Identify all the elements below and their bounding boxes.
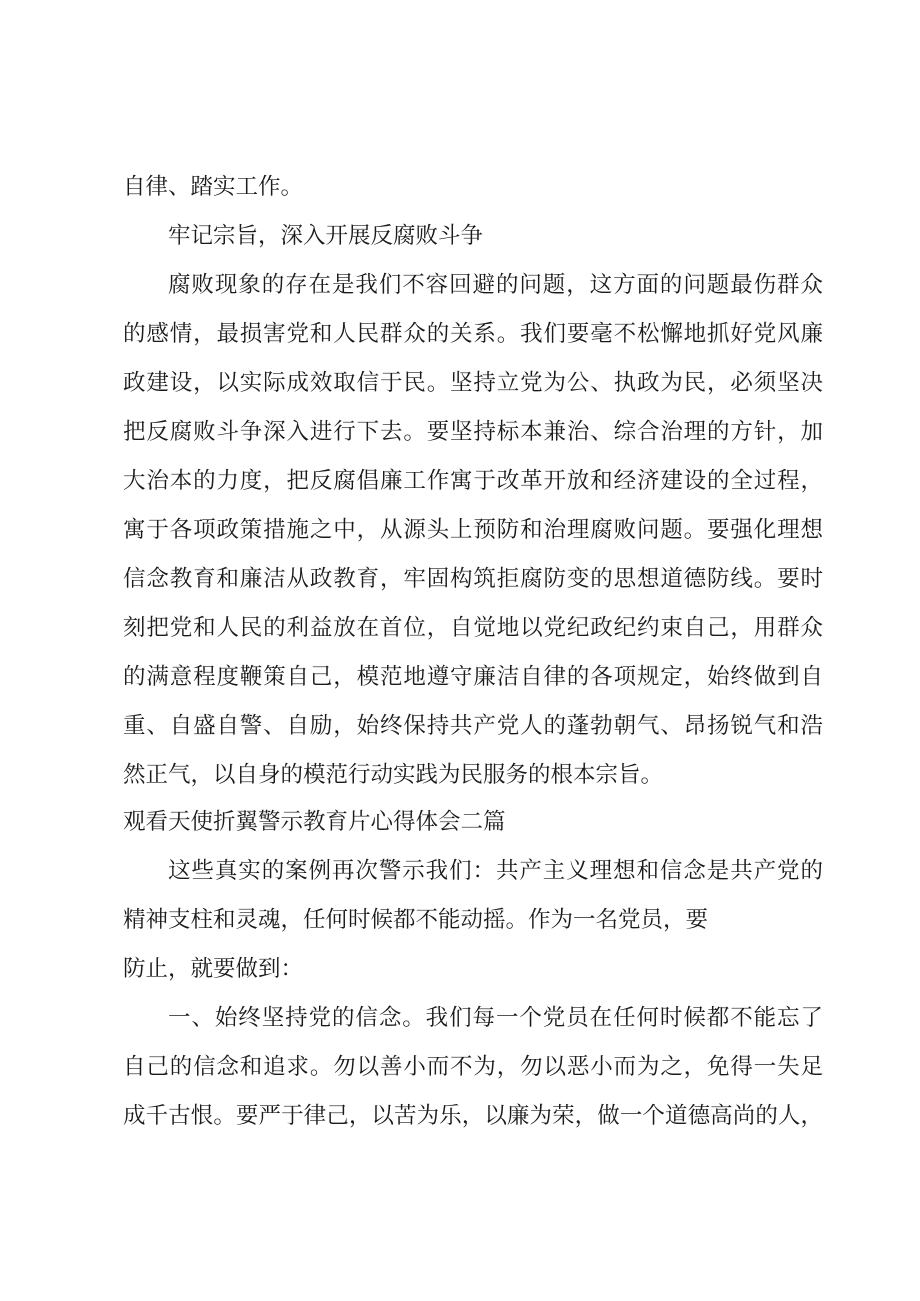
- paragraph-line: 一、始终坚持党的信念。我们每一个党员在任何时候都不能忘了: [168, 1005, 823, 1031]
- paragraph-line: 精神支柱和灵魂，任何时候都不能动摇。作为一名党员，要: [123, 907, 709, 933]
- paragraph-line: 重、自盛自警、自励，始终保持共产党人的蓬勃朝气、昂扬锐气和浩: [123, 713, 823, 739]
- paragraph-line: 大治本的力度，把反腐倡廉工作寓于改革开放和经济建设的全过程，: [123, 468, 823, 494]
- paragraph-line: 政建设，以实际成效取信于民。坚持立党为公、执政为民，必须坚决: [123, 370, 823, 396]
- paragraph-line: 的满意程度鞭策自己，模范地遵守廉洁自律的各项规定，始终做到自: [123, 664, 823, 690]
- paragraph-line: 防止，就要做到：: [123, 956, 304, 982]
- paragraph-line: 成千古恨。要严于律己，以苦为乐，以廉为荣，做一个道德高尚的人，: [123, 1103, 823, 1129]
- text-line: 自律、踏实工作。: [123, 174, 304, 200]
- paragraph-line: 自己的信念和追求。勿以善小而不为，勿以恶小而为之，免得一失足: [123, 1054, 823, 1080]
- paragraph-line: 然正气，以自身的模范行动实践为民服务的根本宗旨。: [123, 762, 664, 788]
- paragraph-line: 寓于各项政策措施之中，从源头上预防和治理腐败问题。要强化理想: [123, 517, 823, 543]
- article-title: 观看天使折翼警示教育片心得体会二篇: [123, 809, 506, 835]
- paragraph-line: 刻把党和人民的利益放在首位，自觉地以党纪政纪约束自己，用群众: [123, 615, 823, 641]
- paragraph-line: 把反腐败斗争深入进行下去。要坚持标本兼治、综合治理的方针，加: [123, 419, 823, 445]
- section-heading: 牢记宗旨，深入开展反腐败斗争: [168, 223, 484, 249]
- paragraph-line: 腐败现象的存在是我们不容回避的问题，这方面的问题最伤群众: [168, 272, 823, 298]
- paragraph-line: 这些真实的案例再次警示我们：共产主义理想和信念是共产党的: [168, 858, 823, 884]
- paragraph-line: 的感情，最损害党和人民群众的关系。我们要毫不松懈地抓好党风廉: [123, 321, 823, 347]
- paragraph-line: 信念教育和廉洁从政教育，牢固构筑拒腐防变的思想道德防线。要时: [123, 566, 823, 592]
